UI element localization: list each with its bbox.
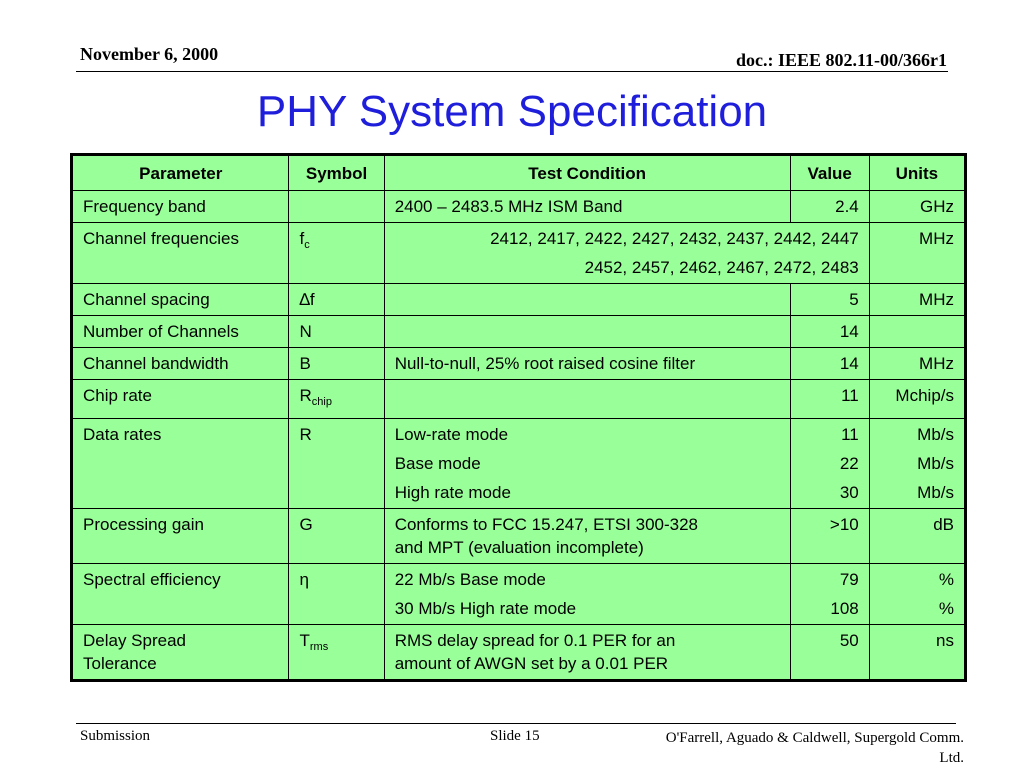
cell-parameter: Frequency band — [72, 191, 289, 223]
footer-slide-number: Slide 15 — [490, 728, 540, 744]
cell-symbol: $T_{rms}$ — [289, 625, 384, 681]
table-row — [72, 509, 966, 564]
table-row — [72, 348, 966, 380]
cell-test-condition: Low-rate mode Base mode High rate mode — [384, 419, 790, 509]
spec-table — [70, 153, 967, 682]
cell-value: 5 — [790, 284, 869, 316]
header-units: Units — [869, 155, 965, 191]
table-row — [72, 191, 966, 223]
footer-submission: Submission — [80, 728, 151, 744]
header-divider — [76, 71, 948, 72]
cell-units: % % — [869, 564, 965, 625]
cell-units: MHz — [869, 284, 965, 316]
table-header-row — [72, 155, 966, 191]
cell-symbol: G — [289, 509, 384, 564]
cell-value: 79 108 — [790, 564, 869, 625]
cell-test-condition: 2400 – 2483.5 MHz ISM Band — [384, 191, 790, 223]
cell-symbol: B — [289, 348, 384, 380]
table-row — [72, 419, 966, 509]
cell-units: ns — [869, 625, 965, 681]
cell-test-condition — [384, 284, 790, 316]
cell-symbol: $f_c$ — [289, 223, 384, 284]
footer-divider — [76, 723, 956, 724]
cell-symbol: N — [289, 316, 384, 348]
cell-symbol: R — [289, 419, 384, 509]
cell-symbol: $R_{chip}$ — [289, 380, 384, 419]
header-parameter: Parameter — [72, 155, 289, 191]
cell-value: 14 — [790, 348, 869, 380]
cell-parameter: Chip rate — [72, 380, 289, 419]
cell-value: 50 — [790, 625, 869, 681]
cell-test-condition: Conforms to FCC 15.247, ETSI 300-328 and MPT (evaluation incomplete) — [384, 509, 790, 564]
slide-title: PHY System Specification — [256, 87, 768, 136]
cell-parameter: Data rates — [72, 419, 289, 509]
cell-units: Mchip/s — [869, 380, 965, 419]
header-test-condition: Test Condition — [384, 155, 790, 191]
cell-test-condition: RMS delay spread for 0.1 PER for an amount of AWGN set by a 0.01 PER — [384, 625, 790, 681]
footer-authors: O'Farrell, Aguado & Caldwell, Supergold Comm. Ltd. — [665, 730, 964, 766]
cell-test-condition — [384, 316, 790, 348]
table-row — [72, 625, 966, 681]
table-row — [72, 564, 966, 625]
cell-units: MHz — [869, 348, 965, 380]
cell-value: 11 22 30 — [790, 419, 869, 509]
cell-symbol: η — [289, 564, 384, 625]
cell-parameter: Channel spacing — [72, 284, 289, 316]
table-row — [72, 223, 966, 284]
cell-units — [869, 316, 965, 348]
cell-parameter: Processing gain — [72, 509, 289, 564]
cell-test-condition: 22 Mb/s Base mode 30 Mb/s High rate mode — [384, 564, 790, 625]
cell-test-condition: Null-to-null, 25% root raised cosine filter — [384, 348, 790, 380]
cell-value: >10 — [790, 509, 869, 564]
cell-test-condition — [384, 380, 790, 419]
header-symbol: Symbol — [289, 155, 384, 191]
cell-units: dB — [869, 509, 965, 564]
cell-parameter: Channel frequencies — [72, 223, 289, 284]
header-value: Value — [790, 155, 869, 191]
cell-symbol: ∆f — [289, 284, 384, 316]
cell-symbol — [289, 191, 384, 223]
cell-value: 11 — [790, 380, 869, 419]
cell-value: 2.4 — [790, 191, 869, 223]
cell-parameter: Spectral efficiency — [72, 564, 289, 625]
header-date: November 6, 2000 — [80, 44, 219, 64]
cell-test-condition: 2412, 2417, 2422, 2427, 2432, 2437, 2442, 2447 2452, 2457, 2462, 2467, 2472, 2483 — [384, 223, 869, 284]
cell-parameter: Channel bandwidth — [72, 348, 289, 380]
table-row — [72, 316, 966, 348]
cell-parameter: Delay Spread Tolerance — [72, 625, 289, 681]
cell-units: MHz — [869, 223, 965, 284]
table-row — [72, 380, 966, 419]
cell-parameter: Number of Channels — [72, 316, 289, 348]
table-row — [72, 284, 966, 316]
header-doc-id: doc.: IEEE 802.11-00/366r1 — [735, 50, 947, 70]
cell-units: Mb/s Mb/s Mb/s — [869, 419, 965, 509]
cell-value: 14 — [790, 316, 869, 348]
cell-units: GHz — [869, 191, 965, 223]
